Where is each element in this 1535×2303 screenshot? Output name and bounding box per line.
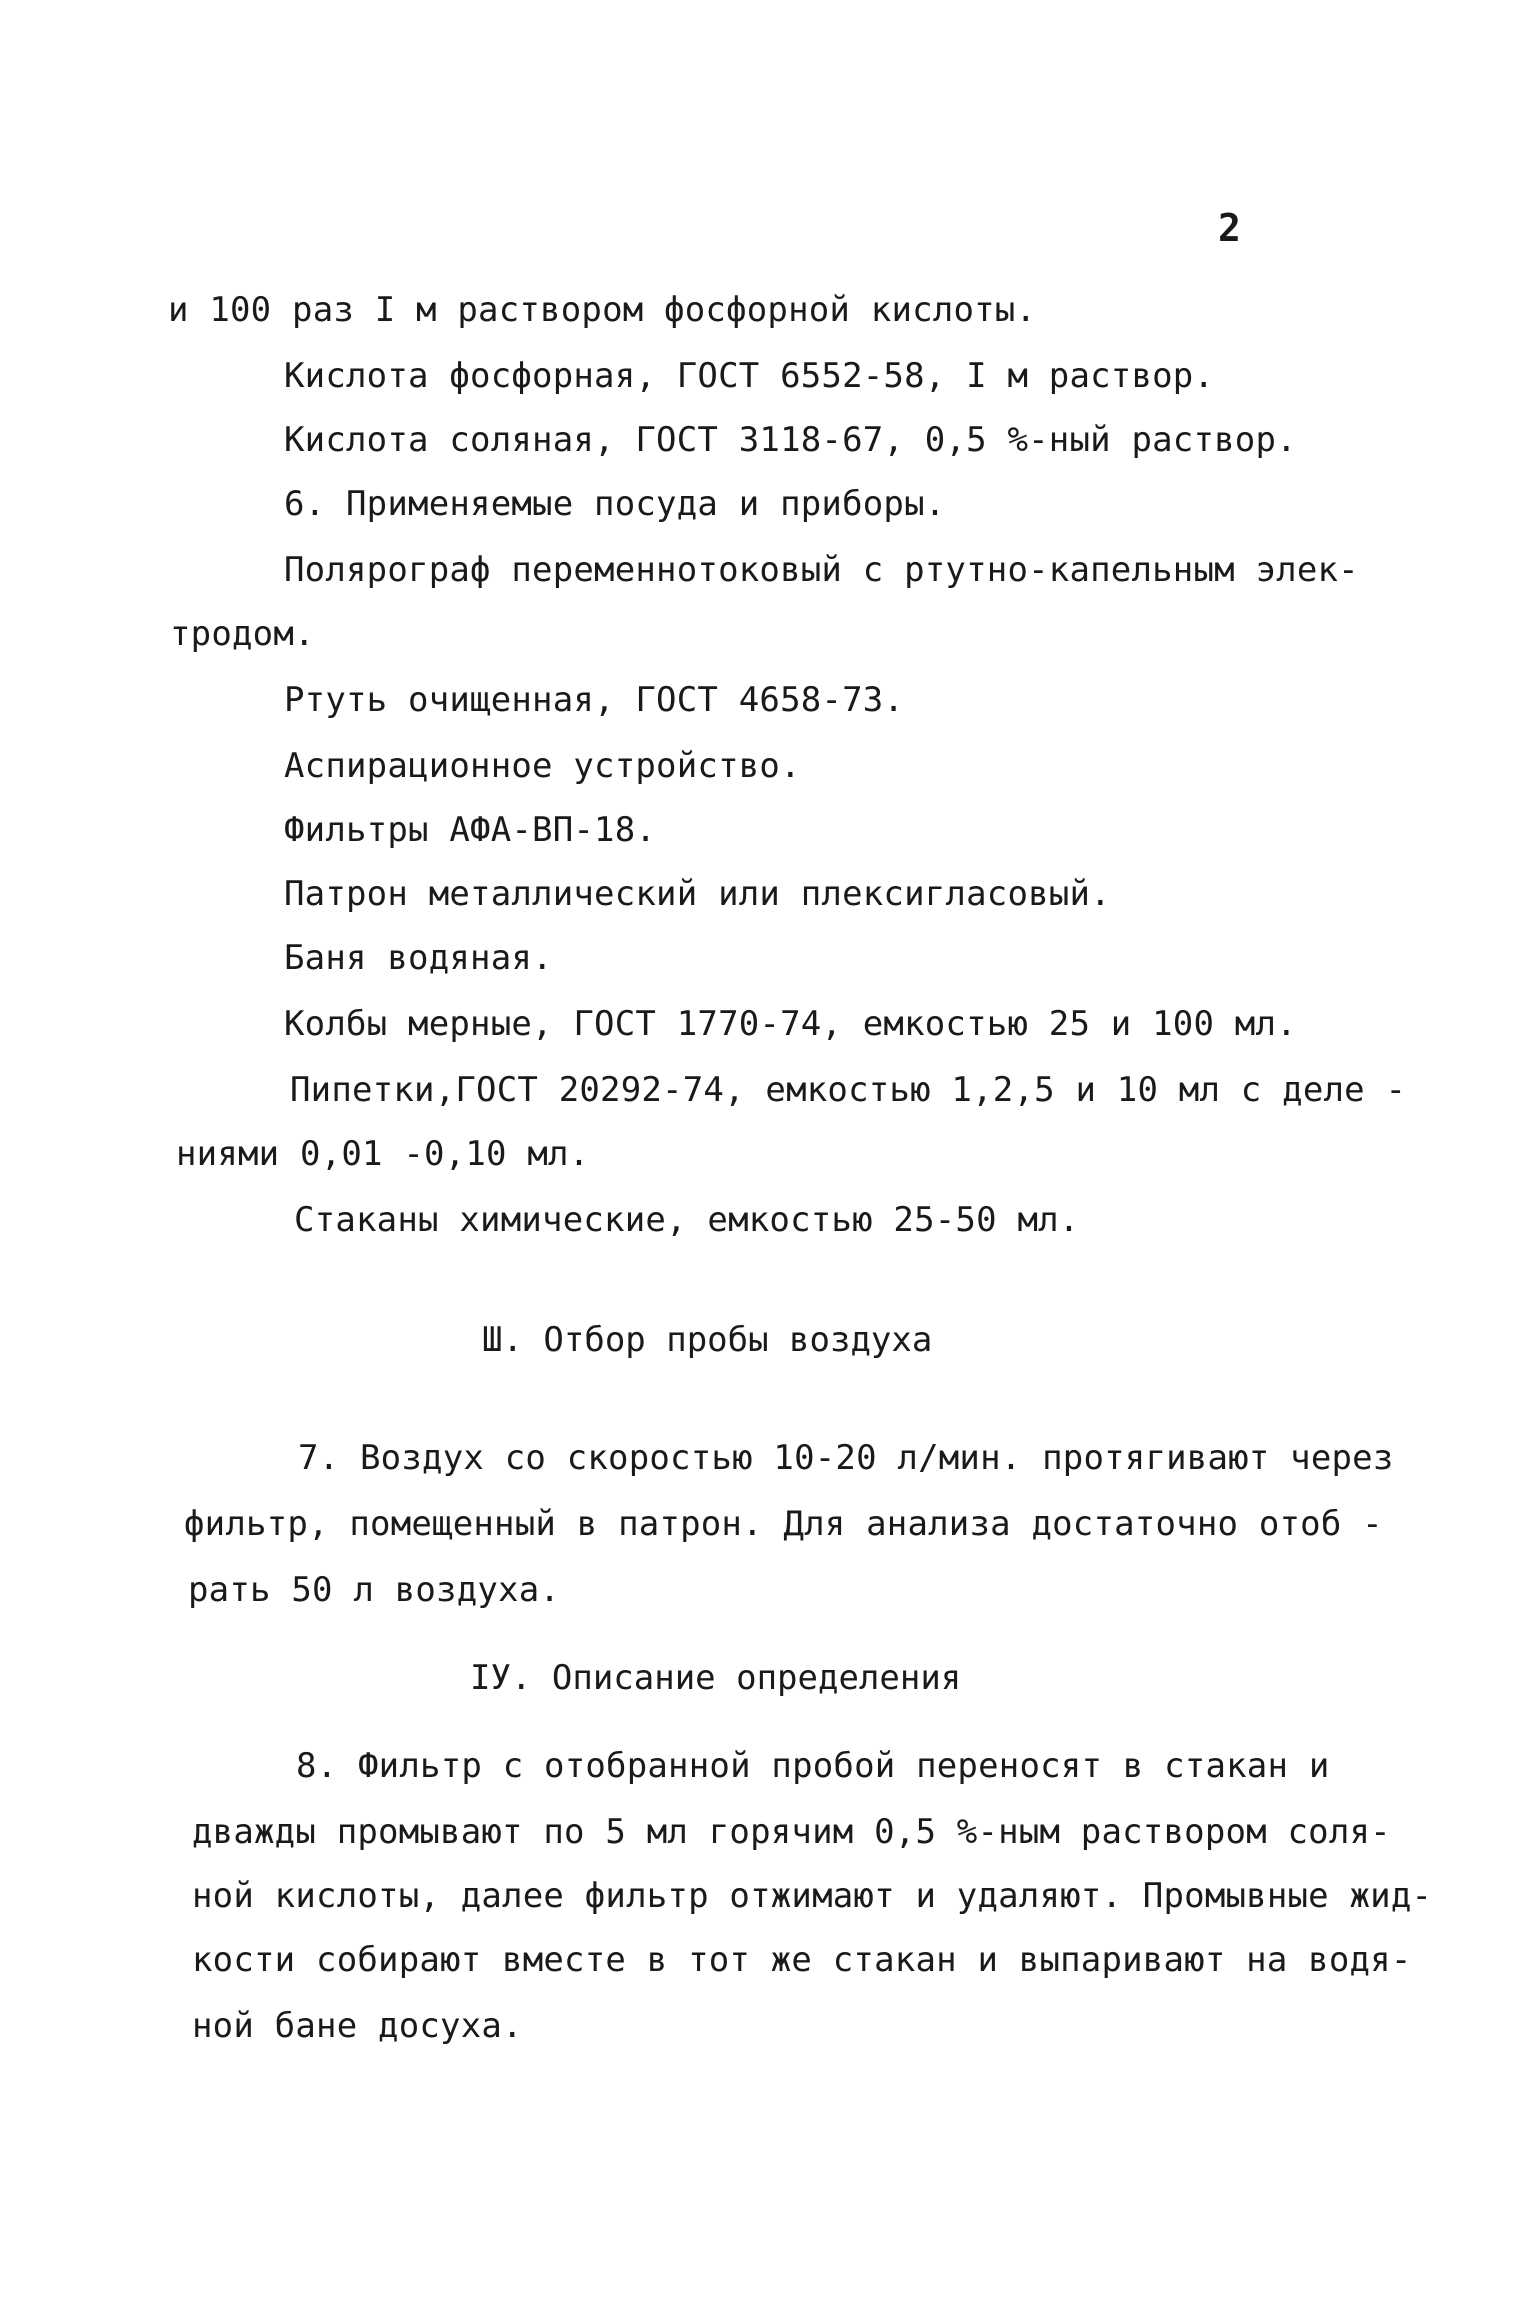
text-line: ной бане досуха. xyxy=(192,2006,523,2046)
text-line: тродом. xyxy=(170,614,315,654)
text-line: Ртуть очищенная, ГОСТ 4658-73. xyxy=(284,680,905,720)
text-line: кости собирают вместе в тот же стакан и выпаривают на водя- xyxy=(192,1940,1412,1980)
page-number: 2 xyxy=(1218,206,1241,250)
text-line: Полярограф переменнотоковый с ртутно-капельным элек- xyxy=(284,550,1359,590)
text-line: Кислота фосфорная, ГОСТ 6552-58, I м раствор. xyxy=(284,356,1215,396)
text-line: Колбы мерные, ГОСТ 1770-74, емкостью 25 и 100 мл. xyxy=(284,1004,1297,1044)
text-line: Баня водяная. xyxy=(284,938,553,978)
text-line: Патрон металлический или плексигласовый. xyxy=(284,874,1111,914)
text-line: ной кислоты, далее фильтр отжимают и удаляют. Промывные жид- xyxy=(192,1876,1433,1916)
text-line: Стаканы химические, емкостью 25-50 мл. xyxy=(294,1200,1080,1240)
text-line: Пипетки,ГОСТ 20292-74, емкостью 1,2,5 и 10 мл с деле - xyxy=(290,1070,1407,1110)
text-line: фильтр, помещенный в патрон. Для анализа достаточно отоб - xyxy=(184,1504,1383,1544)
text-line: 7. Воздух со скоростью 10-20 л/мин. протягивают через xyxy=(298,1438,1394,1478)
text-line: ниями 0,01 -0,10 мл. xyxy=(176,1134,590,1174)
text-line: 6. Применяемые посуда и приборы. xyxy=(284,484,946,524)
section-heading-3: Ш. Отбор пробы воздуха xyxy=(482,1320,933,1360)
text-line: и 100 раз I м раствором фосфорной кислоты. xyxy=(168,290,1037,330)
text-line: дважды промывают по 5 мл горячим 0,5 %-ным раствором соля- xyxy=(192,1812,1391,1852)
text-line: 8. Фильтр с отобранной пробой переносят в стакан и xyxy=(296,1746,1330,1786)
section-heading-4: IУ. Описание определения xyxy=(470,1658,962,1698)
text-line: рать 50 л воздуха. xyxy=(188,1570,561,1610)
text-line: Кислота соляная, ГОСТ 3118-67, 0,5 %-ный раствор. xyxy=(284,420,1297,460)
text-line: Фильтры АФА-ВП-18. xyxy=(284,810,657,850)
text-line: Аспирационное устройство. xyxy=(284,746,801,786)
